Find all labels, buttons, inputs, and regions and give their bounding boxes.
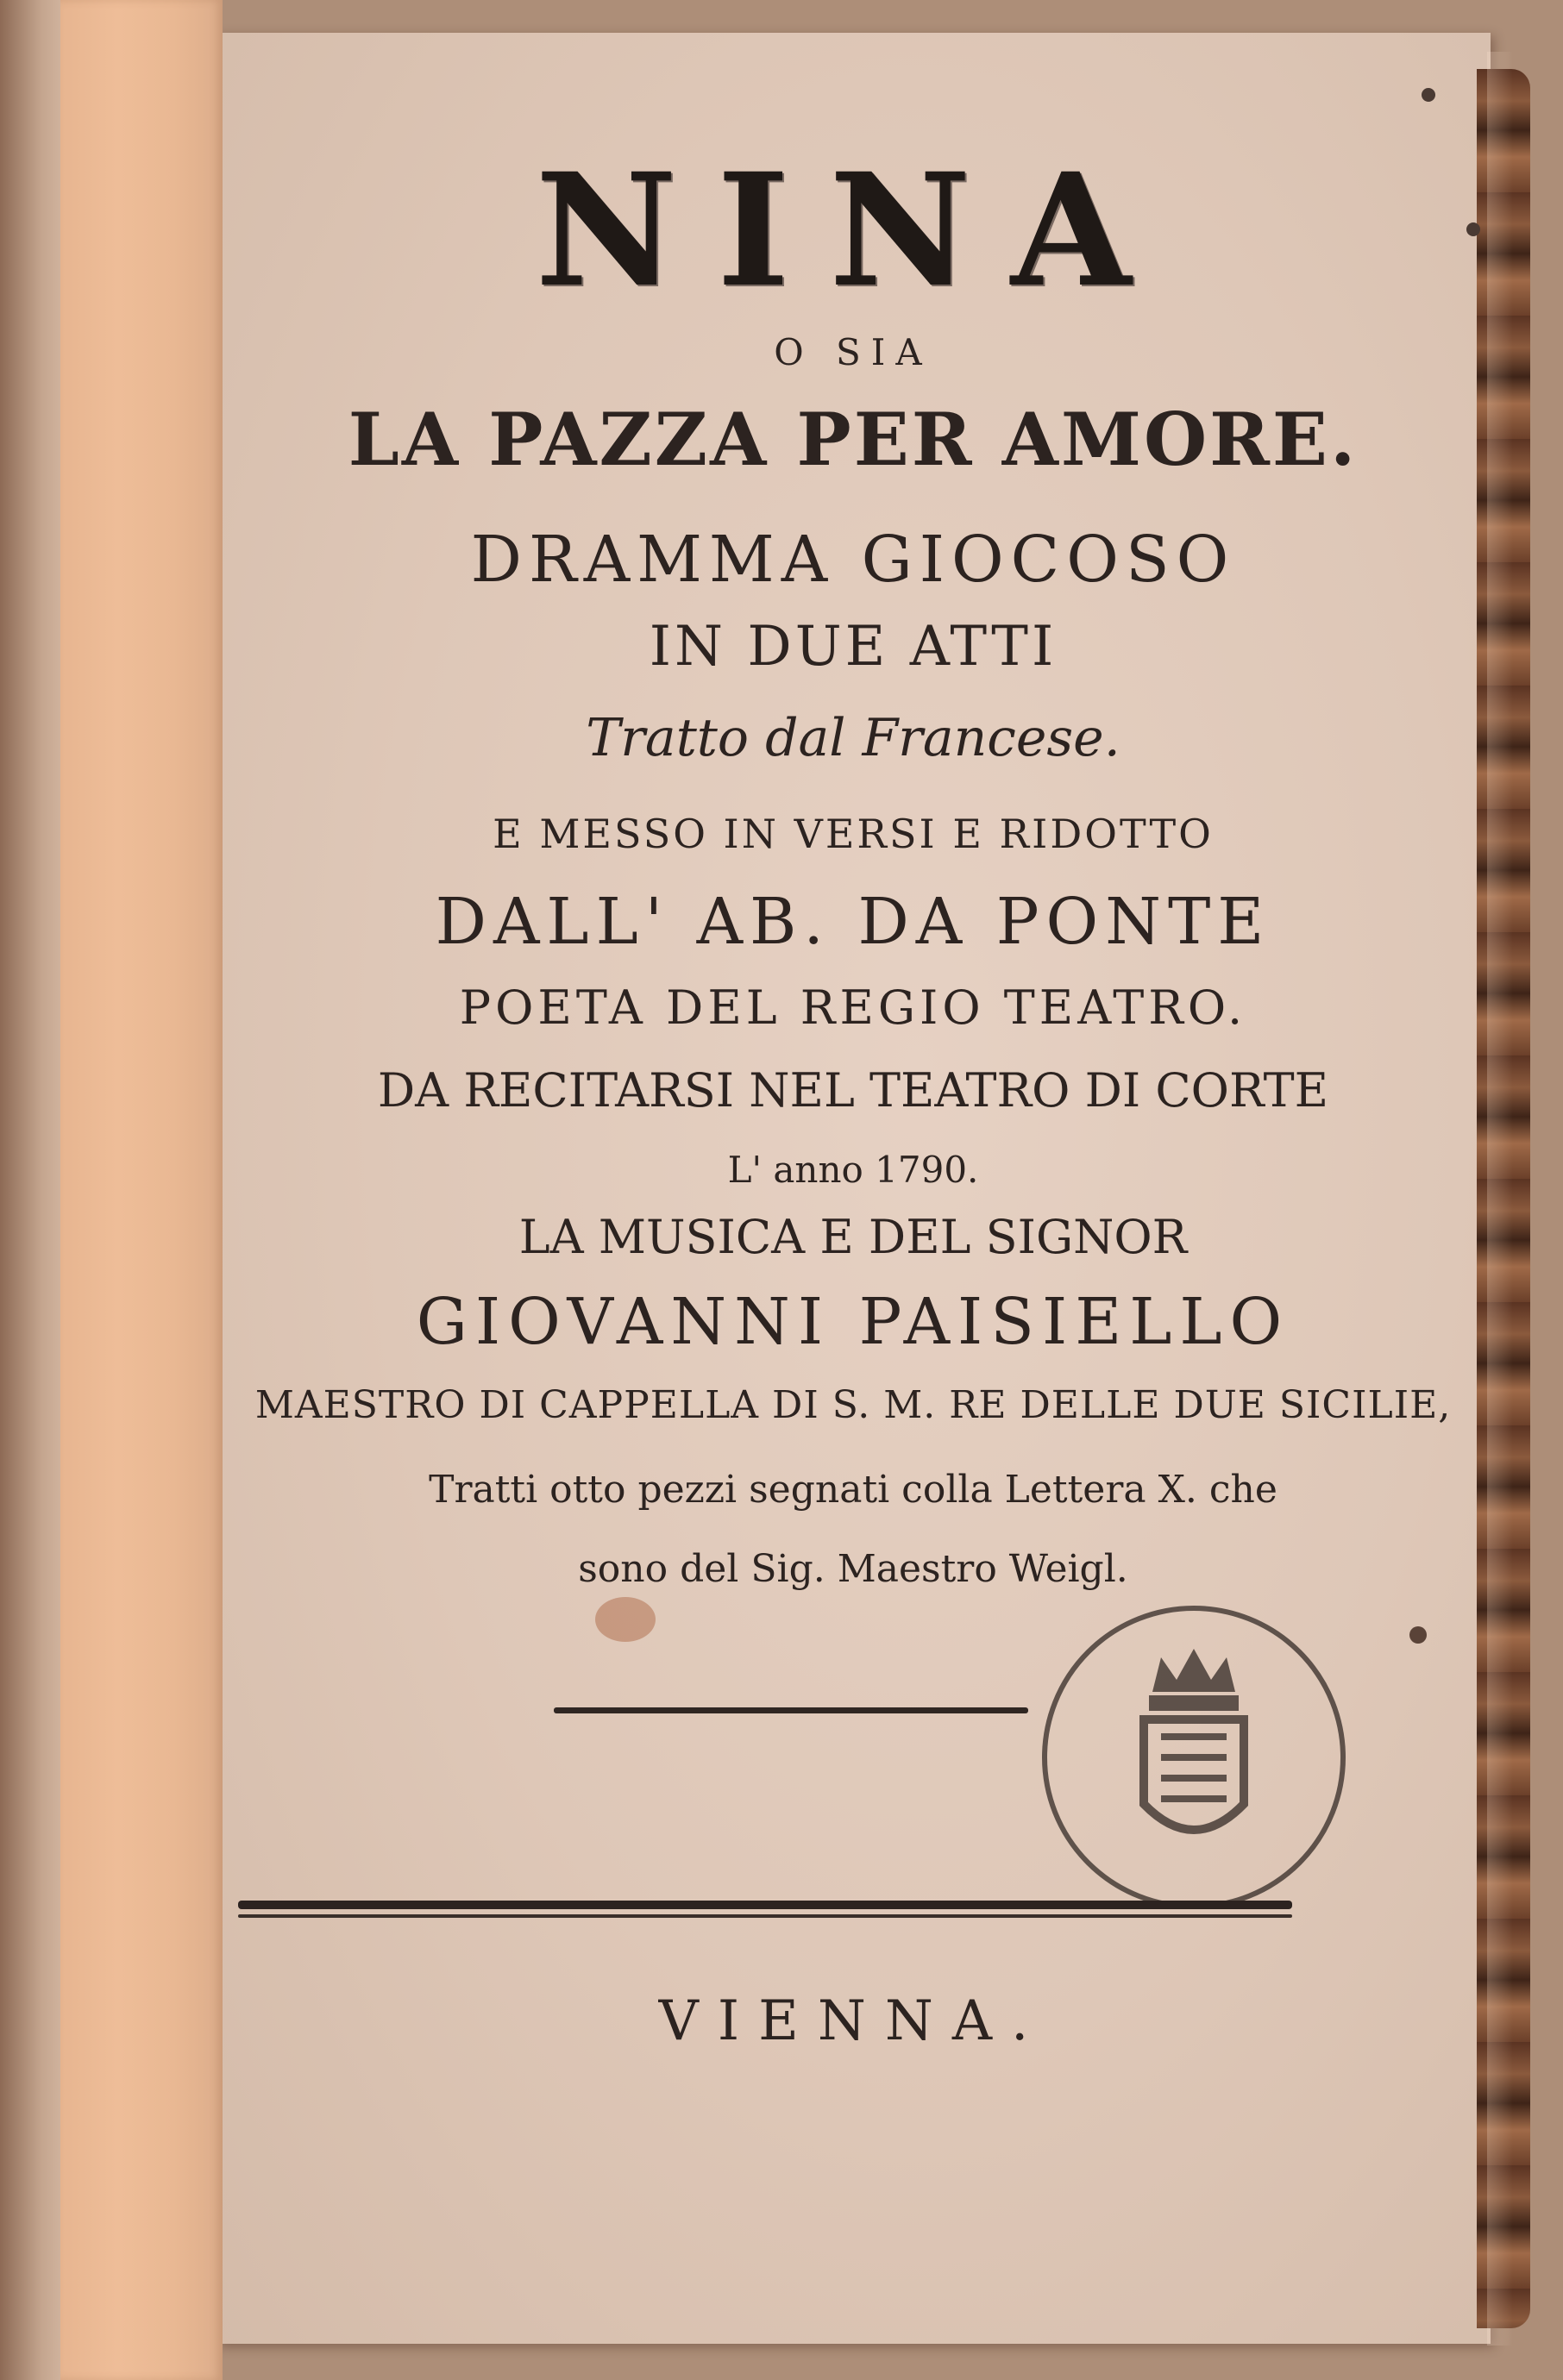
pieces-note-line-2: sono del Sig. Maestro Weigl. (578, 1547, 1128, 1591)
ink-spot (1409, 1626, 1427, 1644)
crown-shield-icon (1127, 1640, 1261, 1864)
foxing-stain (595, 1597, 656, 1642)
double-divider-rule (238, 1901, 1292, 1909)
book-spine (0, 0, 69, 2380)
composer-role: MAESTRO DI CAPPELLA DI S. M. RE DELLE DUE SICILIE, (254, 1383, 1452, 1427)
library-stamp-icon (1042, 1606, 1346, 1909)
year: L' anno 1790. (727, 1149, 979, 1191)
genre: DRAMMA GIOCOSO (470, 523, 1236, 597)
double-divider-rule-thin (238, 1914, 1292, 1918)
performance-venue: DA RECITARSI NEL TEATRO DI CORTE (377, 1063, 1329, 1118)
title: NINA (535, 140, 1171, 322)
ink-spot (1422, 88, 1435, 102)
spine-tape (60, 0, 223, 2380)
author: DALL' AB. DA PONTE (435, 885, 1271, 959)
author-role: POETA DEL REGIO TEATRO. (459, 980, 1247, 1035)
imprint-city: VIENNA. (658, 1989, 1048, 2053)
short-divider-rule (554, 1707, 1028, 1713)
composer: GIOVANNI PAISIELLO (416, 1285, 1290, 1359)
pieces-note-line-1: Tratti otto pezzi segnati colla Lettera X. che (429, 1468, 1277, 1512)
acts: IN DUE ATTI (649, 615, 1058, 679)
adaptation-note: E MESSO IN VERSI E RIDOTTO (493, 811, 1214, 857)
title-connector: O SIA (774, 331, 932, 373)
music-credit: LA MUSICA E DEL SIGNOR (518, 1210, 1188, 1264)
page-edge-highlight (1487, 52, 1513, 2346)
subtitle: LA PAZZA PER AMORE. (348, 397, 1359, 482)
source-note: Tratto dal Francese. (586, 708, 1120, 768)
